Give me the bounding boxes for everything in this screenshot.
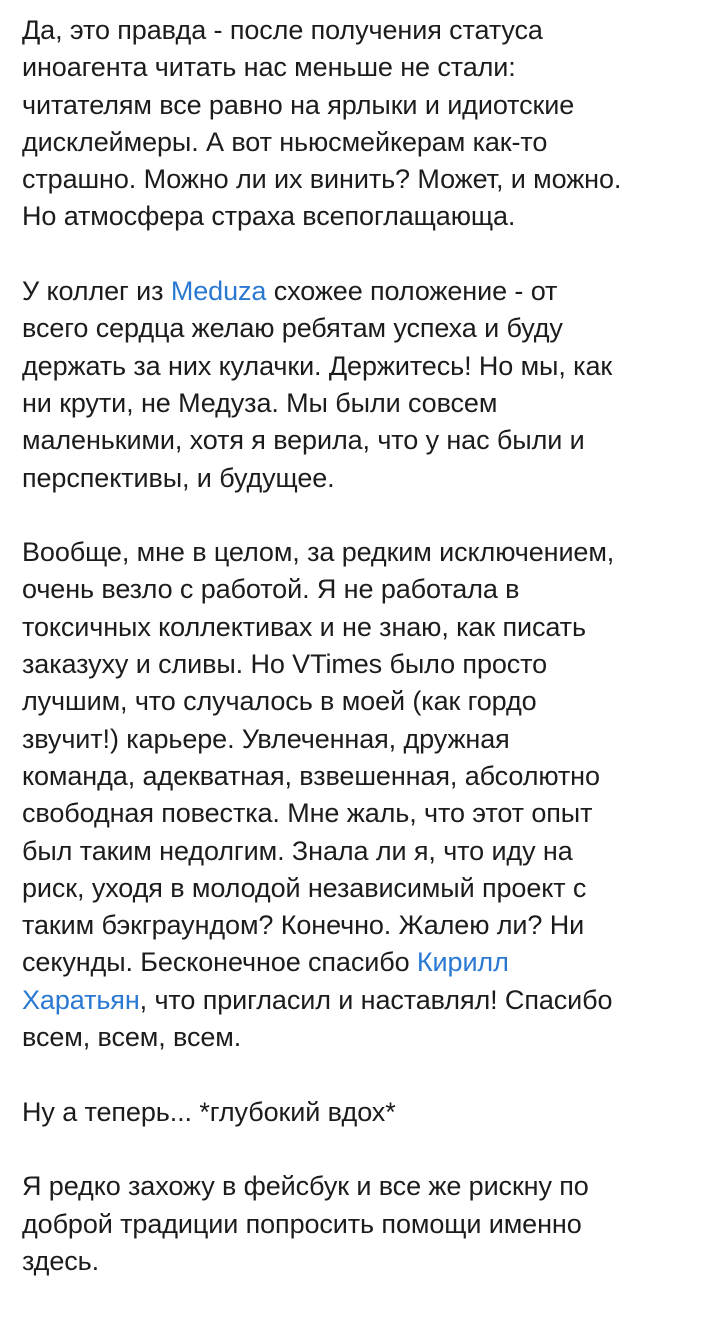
paragraph-2 bbox=[22, 273, 692, 497]
text-line: свободная повестка. Мне жаль, что этот опыт bbox=[22, 798, 593, 829]
text-line: держать за них кулачки. Держитесь! Но мы, как bbox=[22, 350, 613, 381]
paragraph-1 bbox=[22, 12, 692, 236]
text-fragment: У коллег из bbox=[22, 276, 171, 307]
text-line: таким бэкграундом? Конечно. Жалею ли? Ни bbox=[22, 910, 585, 941]
text-fragment: схожее положение - от bbox=[266, 276, 558, 307]
paragraph-4 bbox=[22, 1094, 692, 1131]
text-line: Ну а теперь... *глубокий вдох* bbox=[22, 1096, 396, 1127]
text-line: Вообще, мне в целом, за редким исключением, bbox=[22, 537, 615, 568]
text-line: ни крути, не Медуза. Мы были совсем bbox=[22, 387, 498, 418]
text-line bbox=[22, 273, 692, 310]
text-line bbox=[22, 982, 692, 1019]
text-line: всем, всем, всем. bbox=[22, 1022, 242, 1053]
kirill-link-part-2[interactable]: Харатьян bbox=[22, 984, 140, 1015]
post-body bbox=[22, 12, 692, 1317]
text-line: риск, уходя в молодой независимый проект с bbox=[22, 872, 587, 903]
text-line: звучит!) карьере. Увлеченная, дружная bbox=[22, 723, 510, 754]
text-line: перспективы, и будущее. bbox=[22, 462, 335, 493]
text-line: дисклеймеры. А вот ньюсмейкерам как-то bbox=[22, 126, 548, 157]
text-line: страшно. Можно ли их винить? Может, и можно. bbox=[22, 164, 622, 195]
text-line: Да, это правда - после получения статуса bbox=[22, 15, 543, 45]
text-line: всего сердца желаю ребятам успеха и буду bbox=[22, 313, 563, 344]
text-line: маленькими, хотя я верила, что у нас были и bbox=[22, 425, 585, 456]
text-line: Но атмосфера страха всепоглащающа. bbox=[22, 201, 516, 232]
text-line: команда, адекватная, взвешенная, абсолютно bbox=[22, 760, 600, 791]
text-line: доброй традиции попросить помощи именно bbox=[22, 1208, 582, 1239]
text-line: очень везло с работой. Я не работала в bbox=[22, 574, 520, 605]
text-line: здесь. bbox=[22, 1245, 100, 1276]
text-line: читателям все равно на ярлыки и идиотские bbox=[22, 89, 575, 120]
text-fragment: , что пригласил и наставлял! Спасибо bbox=[139, 984, 613, 1015]
text-line: был таким недолгим. Знала ли я, что иду на bbox=[22, 835, 573, 866]
text-line: Я редко захожу в фейсбук и все же рискну по bbox=[22, 1171, 589, 1202]
meduza-link[interactable]: Meduza bbox=[170, 276, 267, 307]
text-line bbox=[22, 944, 692, 981]
kirill-link-part-1[interactable]: Кирилл bbox=[416, 947, 509, 978]
text-fragment: секунды. Бесконечное спасибо bbox=[22, 947, 417, 978]
text-line: заказуху и сливы. Но VTimes было просто bbox=[22, 649, 548, 680]
paragraph-5 bbox=[22, 1168, 692, 1280]
text-line: токсичных коллективах и не знаю, как писать bbox=[22, 611, 586, 642]
paragraph-3 bbox=[22, 534, 692, 1056]
text-line: лучшим, что случалось в моей (как гордо bbox=[22, 686, 537, 717]
text-line: иноагента читать нас меньше не стали: bbox=[22, 52, 516, 83]
